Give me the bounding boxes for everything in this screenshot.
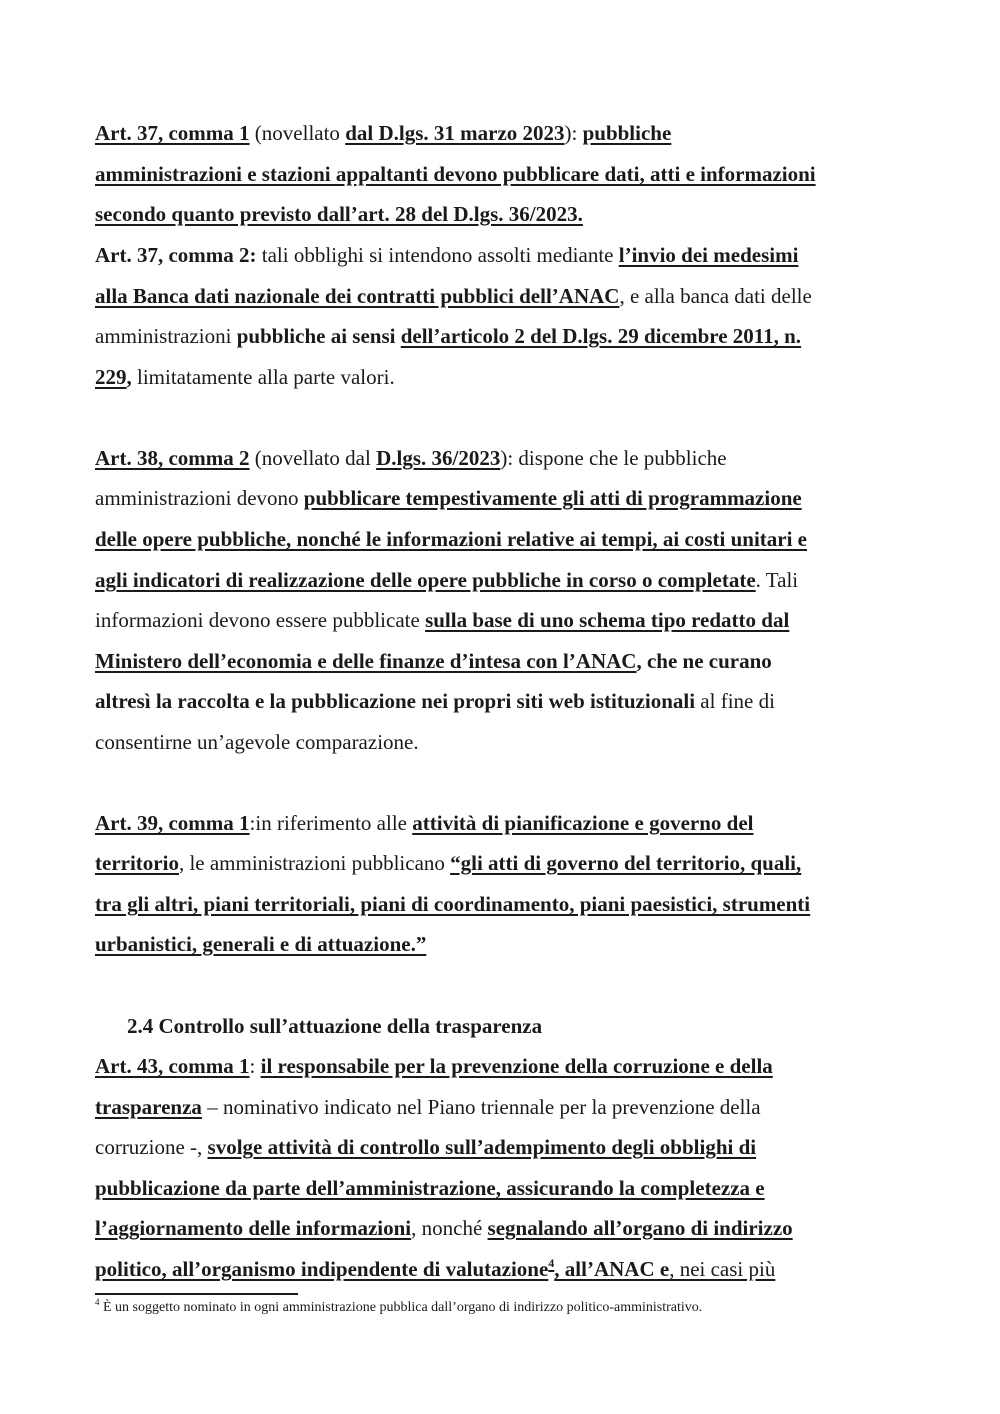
text-run: , le amministrazioni pubblicano — [178, 851, 451, 875]
text-line — [95, 235, 798, 275]
text-run: 229 — [95, 365, 127, 389]
text-run: svolge attività di controllo sull’adempimento degli obblighi di — [207, 1135, 757, 1159]
text-line — [95, 1127, 756, 1167]
text-run: , — [126, 365, 132, 389]
text-run: Art. 39, comma 1 — [95, 811, 250, 835]
section-heading: 2.4 Controllo sull’attuazione della trasparenza — [127, 1014, 543, 1038]
text-run: al fine di — [695, 689, 775, 713]
text-run: Art. 38, comma 2 — [95, 446, 250, 470]
text-run: Ministero dell’economia e delle finanze d’intesa con l’ANAC — [95, 649, 637, 673]
text-run: corruzione -, — [95, 1135, 208, 1159]
text-line — [95, 1046, 773, 1086]
text-line — [95, 722, 419, 762]
text-line — [95, 194, 583, 234]
text-run: , nei casi più — [669, 1257, 776, 1281]
text-run: attività di pianificazione e governo del — [412, 811, 754, 835]
text-run: altresì la raccolta e la pubblicazione nei propri siti web istituzionali — [95, 689, 696, 713]
text-run: delle opere pubbliche, nonché le informazioni relative ai tempi, ai costi unitari e — [95, 527, 808, 551]
text-line — [95, 843, 801, 883]
text-run: tali obblighi si intendono assolti mediante — [256, 243, 619, 267]
text-run: amministrazioni e stazioni appaltanti devono pubblicare dati, atti e informazioni — [95, 162, 816, 186]
footnote-text: È un soggetto nominato in ogni amministrazione pubblica dall’organo di indirizzo politico-amministrativo. — [99, 1300, 703, 1315]
text-line — [95, 1249, 775, 1289]
text-run: consentirne un’agevole comparazione. — [95, 730, 419, 754]
text-line — [95, 560, 798, 600]
text-line — [95, 316, 801, 356]
text-run: , all’ANAC e — [554, 1257, 670, 1281]
text-run: : — [249, 1054, 261, 1078]
text-run: ): — [564, 121, 583, 145]
text-run: , che ne curano — [636, 649, 772, 673]
text-run: tra gli altri, piani territoriali, piani di coordinamento, piani paesistici, strumenti — [95, 892, 811, 916]
text-run: , e alla banca dati delle — [619, 284, 812, 308]
text-run: segnalando all’organo di indirizzo — [487, 1216, 793, 1240]
text-line — [95, 641, 772, 681]
footnote-reference: 4 — [548, 1256, 555, 1270]
text-run: – nominativo indicato nel Piano triennale per la prevenzione della — [201, 1095, 761, 1119]
text-line — [95, 154, 816, 194]
text-line — [95, 1087, 761, 1127]
footnote — [95, 1297, 702, 1319]
text-line — [95, 600, 789, 640]
text-line — [95, 519, 807, 559]
text-run: . Tali — [755, 568, 799, 592]
text-run: sulla base di uno schema tipo redatto dal — [425, 608, 790, 632]
text-line — [95, 357, 395, 397]
text-run: pubblicazione da parte dell’amministrazione, assicurando la completezza e — [95, 1176, 765, 1200]
text-run: dell’articolo 2 del D.lgs. 29 dicembre 2011, n. — [400, 324, 802, 348]
text-run: amministrazioni — [95, 324, 237, 348]
text-line — [95, 276, 812, 316]
text-run: il responsabile per la prevenzione della corruzione e della — [260, 1054, 773, 1078]
text-run: limitatamente alla parte valori. — [131, 365, 395, 389]
text-line — [95, 1208, 793, 1248]
text-run: alla Banca dati nazionale dei contratti pubblici dell’ANAC — [95, 284, 620, 308]
text-run: ): dispone che le pubbliche — [500, 446, 727, 470]
text-line — [95, 884, 810, 924]
text-run: urbanistici, generali e di attuazione.” — [95, 932, 427, 956]
text-run: (novellato — [249, 121, 346, 145]
text-line — [95, 681, 775, 721]
text-run: l’invio dei medesimi — [618, 243, 799, 267]
text-run: pubbliche — [582, 121, 672, 145]
text-run: dal D.lgs. 31 marzo 2023 — [345, 121, 565, 145]
text-run: territorio — [95, 851, 179, 875]
text-run: amministrazioni devono — [95, 486, 304, 510]
text-line — [95, 113, 671, 153]
text-run: , nonché — [411, 1216, 488, 1240]
text-run: agli indicatori di realizzazione delle opere pubbliche in corso o completate — [95, 568, 756, 592]
text-run: “gli atti di governo del territorio, quali, — [450, 851, 802, 875]
text-run: pubblicare tempestivamente gli atti di programmazione — [303, 486, 802, 510]
text-run: pubbliche ai sensi — [236, 324, 401, 348]
text-line — [95, 924, 426, 964]
text-run: trasparenza — [95, 1095, 202, 1119]
footnote-marker: 4 — [95, 1297, 100, 1307]
text-line — [95, 438, 727, 478]
text-run: l’aggiornamento delle informazioni — [95, 1216, 412, 1240]
text-line — [95, 803, 753, 843]
footnote-separator — [95, 1293, 298, 1295]
text-run: secondo quanto previsto dall’art. 28 del D.lgs. 36/2023. — [95, 202, 583, 226]
text-run: politico, all’organismo indipendente di valutazione — [95, 1257, 549, 1281]
text-run: informazioni devono essere pubblicate — [95, 608, 426, 632]
text-line — [95, 1168, 765, 1208]
text-run: Art. 37, comma 2: — [95, 243, 257, 267]
text-line — [95, 478, 802, 518]
text-run: Art. 43, comma 1 — [95, 1054, 250, 1078]
text-run: :in riferimento alle — [249, 811, 413, 835]
text-run: D.lgs. 36/2023 — [376, 446, 501, 470]
text-run: Art. 37, comma 1 — [95, 121, 250, 145]
text-run: (novellato dal — [249, 446, 377, 470]
